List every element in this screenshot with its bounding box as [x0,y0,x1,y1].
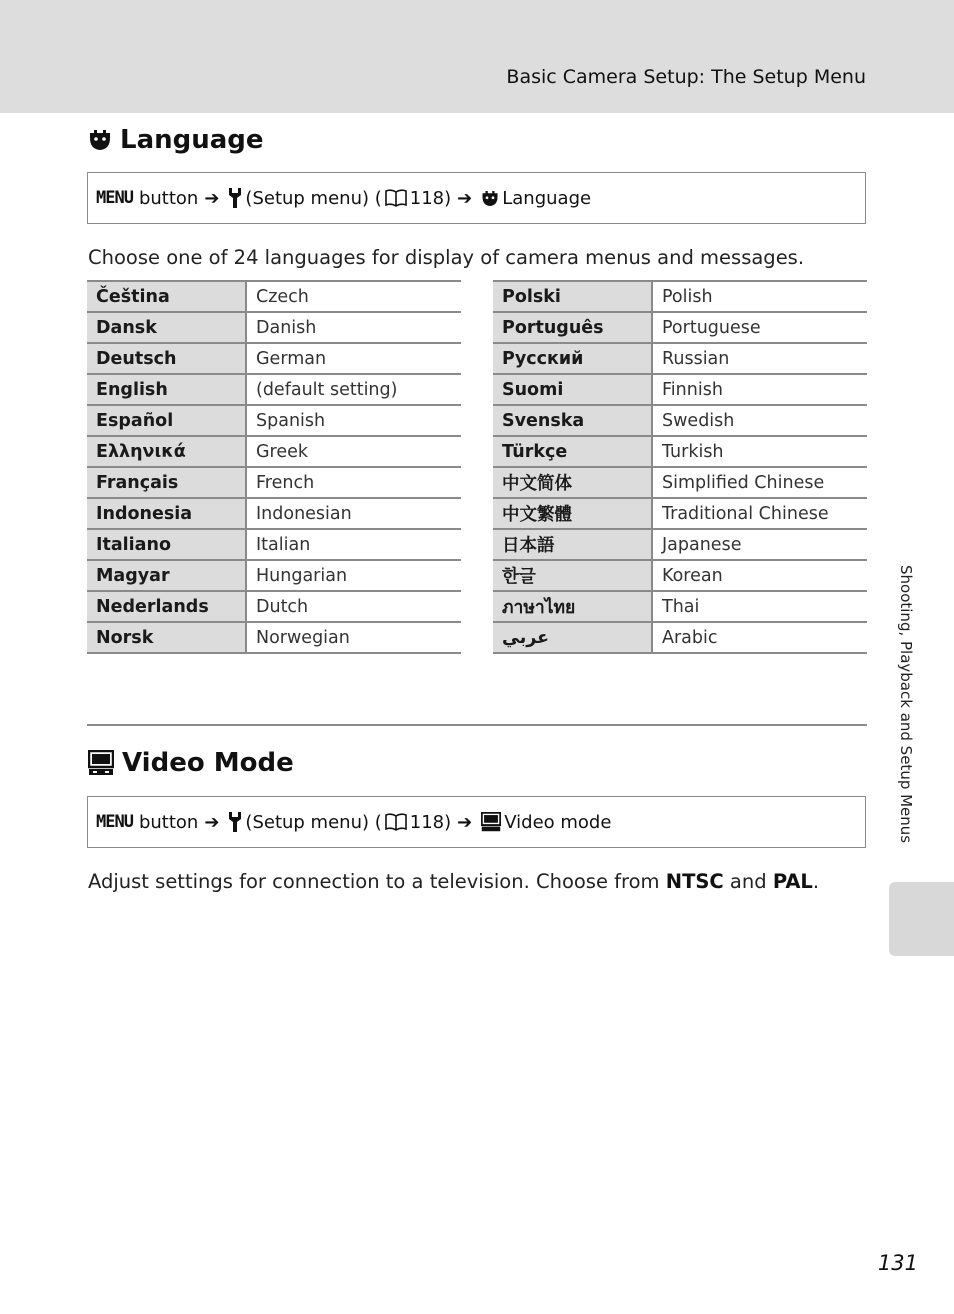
language-title [88,125,264,155]
english-language-name: (default setting) [246,374,461,405]
menu-button-label: MENU [96,812,133,832]
english-language-name: Spanish [246,405,461,436]
native-language-name: Norsk [87,622,246,653]
native-language-name: Nederlands [87,591,246,622]
native-language-name: Suomi [493,374,652,405]
english-language-name: Hungarian [246,560,461,591]
table-row [87,498,461,529]
english-language-name: Norwegian [246,622,461,653]
table-row [87,529,461,560]
native-language-name: Dansk [87,312,246,343]
english-language-name: Polish [652,281,867,312]
chapter-side-label: Shooting, Playback and Setup Menus [897,565,915,844]
english-language-name: Korean [652,560,867,591]
table-row [493,467,867,498]
english-language-name: Indonesian [246,498,461,529]
pal-option: PAL [772,870,813,893]
chapter-tab [889,882,954,956]
table-row [87,622,461,653]
english-language-name: Arabic [652,622,867,653]
native-language-name: Ελληνικά [87,436,246,467]
video-mode-icon [88,750,114,776]
book-icon [385,813,407,831]
video-mode-title [88,748,294,778]
english-language-name: Italian [246,529,461,560]
native-language-name: Polski [493,281,652,312]
table-row [493,312,867,343]
native-language-name: Deutsch [87,343,246,374]
table-row [493,405,867,436]
native-language-name: Português [493,312,652,343]
table-row [87,374,461,405]
video-mode-title-text: Video Mode [122,748,294,778]
native-language-name: Русский [493,343,652,374]
english-language-name: German [246,343,461,374]
native-language-name: Italiano [87,529,246,560]
table-row [87,467,461,498]
native-language-name: Magyar [87,560,246,591]
ntsc-option: NTSC [665,870,724,893]
native-language-name: Français [87,467,246,498]
language-table-right [493,280,867,654]
table-row [493,374,867,405]
page-number: 131 [877,1251,918,1275]
book-icon [385,189,407,207]
table-row [87,591,461,622]
english-language-name: Swedish [652,405,867,436]
table-row [87,405,461,436]
english-language-name: Greek [246,436,461,467]
native-language-name: 日本語 [493,529,652,560]
table-row [493,343,867,374]
section-divider [87,724,867,726]
table-row [87,343,461,374]
english-language-name: Simplified Chinese [652,467,867,498]
menu-button-label: MENU [96,188,133,208]
native-language-name: 中文繁體 [493,498,652,529]
language-nav-box: MENU button ➔ (Setup menu) ( 118) ➔ Language [87,172,866,224]
header-title: Basic Camera Setup: The Setup Menu [506,66,866,88]
wrench-icon [228,188,242,208]
native-language-name: Türkçe [493,436,652,467]
english-language-name: Traditional Chinese [652,498,867,529]
header-band [0,0,954,113]
language-description: Choose one of 24 languages for display of camera menus and messages. [88,246,805,269]
table-row [493,591,867,622]
native-language-name: Čeština [87,281,246,312]
table-row [87,312,461,343]
english-language-name: Turkish [652,436,867,467]
english-language-name: Dutch [246,591,461,622]
table-row [493,281,867,312]
language-title-text: Language [120,125,264,155]
native-language-name: Español [87,405,246,436]
table-row [87,436,461,467]
english-language-name: Finnish [652,374,867,405]
language-icon [481,190,499,207]
table-row [493,622,867,653]
video-mode-description: Adjust settings for connection to a television. Choose from NTSC and PAL. [88,870,820,893]
language-icon [88,129,112,151]
table-row [87,281,461,312]
english-language-name: Japanese [652,529,867,560]
video-mode-icon [481,812,501,832]
table-row [493,560,867,591]
native-language-name: 한글 [493,560,652,591]
native-language-name: 中文简体 [493,467,652,498]
native-language-name: ภาษาไทย [493,591,652,622]
native-language-name: عربي [493,622,652,653]
english-language-name: Russian [652,343,867,374]
table-row [87,560,461,591]
table-row [493,529,867,560]
english-language-name: Czech [246,281,461,312]
table-row [493,498,867,529]
video-mode-nav-box: MENU button ➔ (Setup menu) ( 118) ➔ Video mode [87,796,866,848]
english-language-name: French [246,467,461,498]
english-language-name: Danish [246,312,461,343]
native-language-name: English [87,374,246,405]
english-language-name: Thai [652,591,867,622]
english-language-name: Portuguese [652,312,867,343]
wrench-icon [228,812,242,832]
table-row [493,436,867,467]
language-table-left [87,280,461,654]
native-language-name: Svenska [493,405,652,436]
native-language-name: Indonesia [87,498,246,529]
